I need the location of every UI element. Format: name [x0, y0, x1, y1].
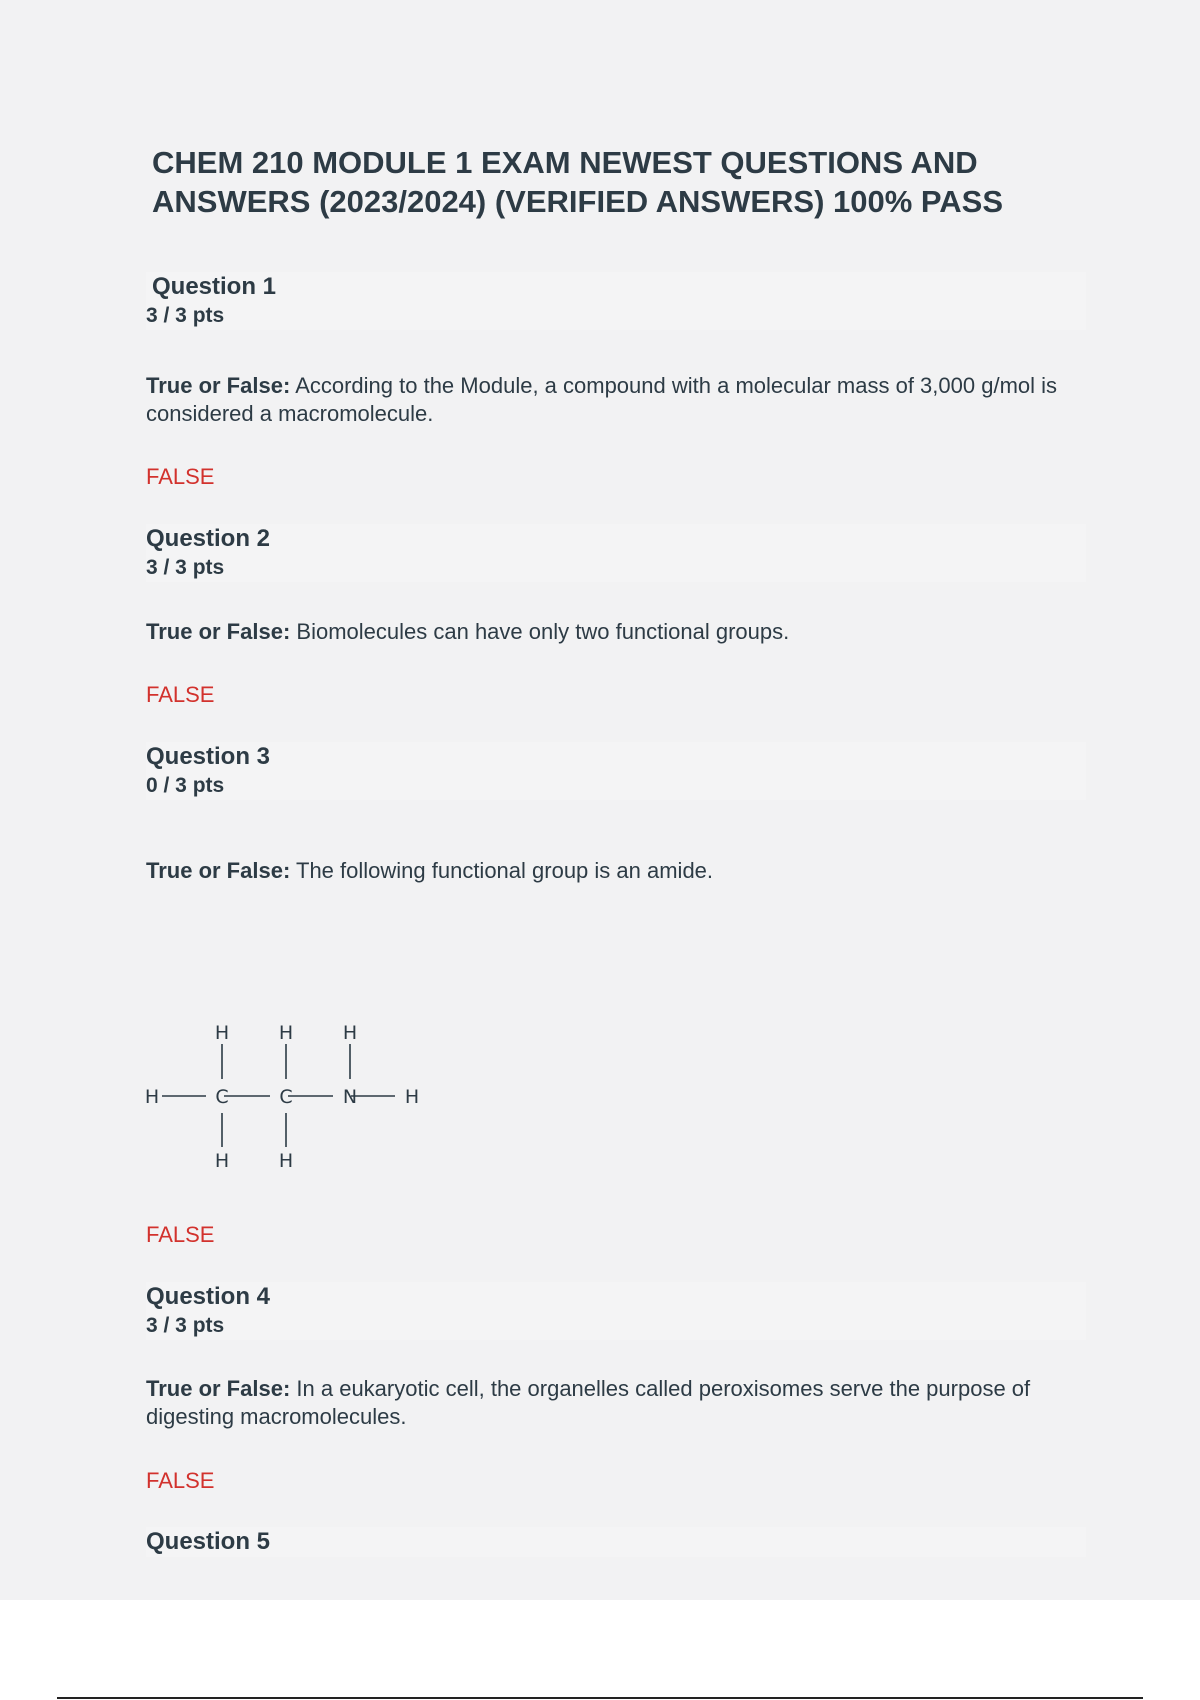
- question-4-text: [146, 1375, 1066, 1431]
- question-3-points: 0 / 3 pts: [146, 774, 225, 797]
- question-3-title: Question 3: [146, 743, 271, 770]
- question-2-body: Biomolecules can have only two functional groups.: [296, 619, 790, 644]
- question-2-points: 3 / 3 pts: [146, 556, 225, 579]
- question-4-header: [146, 1282, 1086, 1340]
- question-3-header: [146, 742, 1086, 800]
- atom-h-c1-bottom: H: [214, 1150, 230, 1172]
- question-3-label: True or False:: [146, 858, 291, 883]
- question-1-label: True or False:: [146, 373, 291, 398]
- question-4-title: Question 4: [146, 1283, 271, 1310]
- question-4-answer: FALSE: [146, 1468, 215, 1493]
- question-2-answer: FALSE: [146, 682, 215, 707]
- question-5-header: [146, 1527, 1086, 1557]
- question-5-title: Question 5: [146, 1528, 271, 1555]
- atom-h-left: H: [144, 1086, 160, 1108]
- question-1-title: Question 1: [152, 273, 277, 300]
- question-4-label: True or False:: [146, 1376, 291, 1401]
- document-title: CHEM 210 MODULE 1 EXAM NEWEST QUESTIONS AND ANSWERS (2023/2024) (VERIFIED ANSWERS) 100% PASS: [152, 145, 1004, 219]
- question-1-points: 3 / 3 pts: [146, 304, 225, 327]
- question-2-header: [146, 524, 1086, 582]
- question-3-text: [146, 857, 1066, 885]
- question-4-body: In a eukaryotic cell, the organelles called peroxisomes serve the purpose of digesting macromolecules.: [146, 1376, 1031, 1429]
- question-1-answer: FALSE: [146, 464, 215, 489]
- question-2-label: True or False:: [146, 619, 291, 644]
- ethylamine-structure-diagram: [140, 1010, 440, 1180]
- question-4-points: 3 / 3 pts: [146, 1314, 225, 1337]
- atom-h-c2-bottom: H: [278, 1150, 294, 1172]
- atom-h-c1-top: H: [214, 1022, 230, 1044]
- question-2-text: [146, 618, 1066, 646]
- question-1-header: [146, 272, 1086, 330]
- question-3-answer: FALSE: [146, 1222, 215, 1247]
- question-3-body: The following functional group is an amide.: [296, 858, 714, 883]
- atom-c2: C: [279, 1086, 293, 1108]
- atom-h-n-top: H: [342, 1022, 358, 1044]
- atom-c1: C: [215, 1086, 229, 1108]
- atom-n: N: [342, 1086, 358, 1108]
- footer-divider: [57, 1697, 1143, 1699]
- atom-h-right: H: [404, 1086, 420, 1108]
- question-2-title: Question 2: [146, 525, 271, 552]
- atom-h-c2-top: H: [278, 1022, 294, 1044]
- question-1-body: According to the Module, a compound with a molecular mass of 3,000 g/mol is considered a macromolecule.: [146, 373, 1058, 426]
- question-1-text: [146, 372, 1066, 428]
